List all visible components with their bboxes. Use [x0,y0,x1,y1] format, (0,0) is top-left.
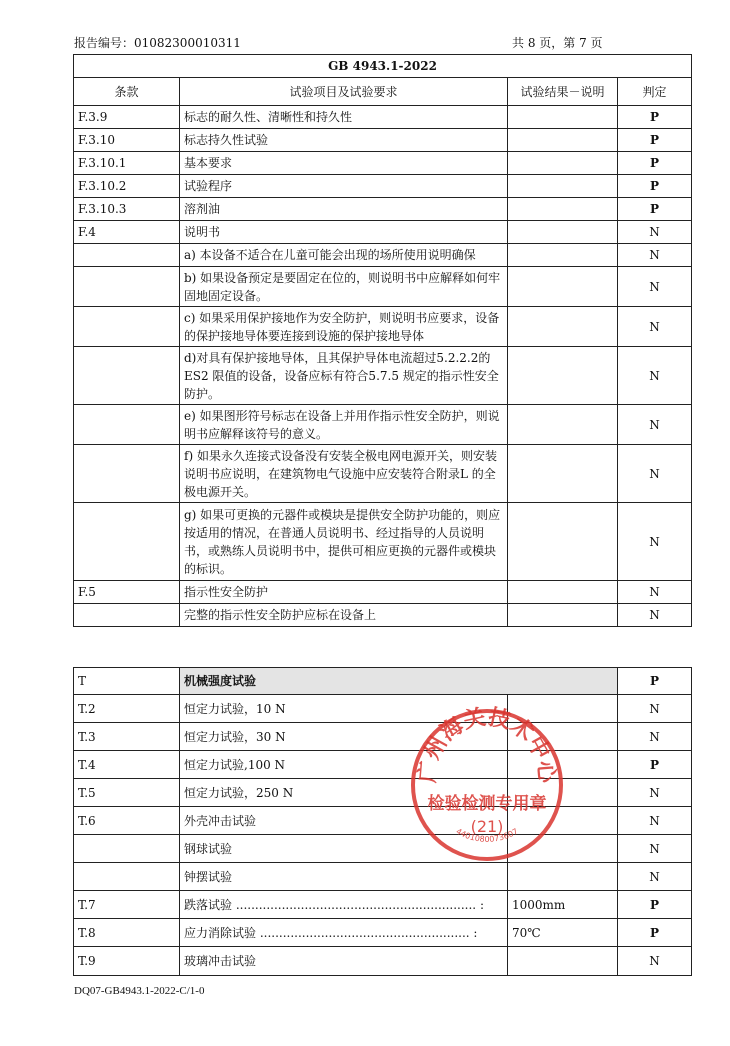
item-cell: 恒定力试验，30 N [180,723,508,751]
clause-cell [74,835,180,863]
table-row [74,751,692,779]
table-row [74,604,692,627]
result-cell [508,503,618,581]
table-row [74,106,692,129]
clause-cell [74,267,180,307]
verdict-cell: N [618,221,692,244]
item-cell: 试验程序 [180,175,508,198]
item-cell: 恒定力试验，10 N [180,695,508,723]
item-cell: 钢球试验 [180,835,508,863]
item-cell: 标志持久性试验 [180,129,508,152]
table-row [74,503,692,581]
table-row [74,863,692,891]
verdict-cell: N [618,307,692,347]
item-cell: 溶剂油 [180,198,508,221]
result-cell [508,445,618,503]
item-cell: d)对具有保护接地导体，且其保护导体电流超过5.2.2.2的ES2 限值的设备，设备应标有符合5.7.5 规定的指示性安全防护。 [180,347,508,405]
clause-cell: T.3 [74,723,180,751]
clause-cell: T.9 [74,947,180,976]
table-row [74,221,692,244]
clause-cell: F.3.10 [74,129,180,152]
item-cell: 恒定力试验,100 N [180,751,508,779]
item-cell: 基本要求 [180,152,508,175]
clause-cell [74,405,180,445]
table-row [74,779,692,807]
clause-cell [74,863,180,891]
clause-cell: T.4 [74,751,180,779]
verdict-cell: P [618,152,692,175]
result-cell [508,106,618,129]
result-cell [508,347,618,405]
verdict-cell: P [618,891,692,919]
clause-cell [74,604,180,627]
clause-cell [74,445,180,503]
clause-cell: F.3.10.2 [74,175,180,198]
table-row [74,175,692,198]
clause-cell [74,347,180,405]
verdict-cell: P [618,919,692,947]
verdict-cell: P [618,668,692,695]
table-row [74,267,692,307]
result-cell [508,198,618,221]
table-row [74,405,692,445]
item-cell: 外壳冲击试验 [180,807,508,835]
result-cell [508,152,618,175]
item-cell: 恒定力试验，250 N [180,779,508,807]
svg-text:4401080073607: 4401080073607 [454,826,520,844]
col-clause: 条款 [74,78,180,106]
table-row [74,835,692,863]
result-cell [508,129,618,152]
verdict-cell: N [618,807,692,835]
clause-cell [74,503,180,581]
item-cell: 跌落试验 ............................................................... : [180,891,508,919]
item-cell: c) 如果采用保护接地作为安全防护，则说明书应要求，设备的保护接地导体要连接到设施的保护接地导体 [180,307,508,347]
result-cell [508,405,618,445]
verdict-cell: N [618,581,692,604]
result-cell [508,221,618,244]
item-cell: 说明书 [180,221,508,244]
test-table-t [73,667,692,976]
item-cell: e) 如果图形符号标志在设备上并用作指示性安全防护，则说明书应解释该符号的意义。 [180,405,508,445]
clause-cell: F.3.10.1 [74,152,180,175]
document-code: DQ07-GB4943.1-2022-C/1-0 [74,985,205,997]
table-row [74,152,692,175]
clause-cell: F.4 [74,221,180,244]
clause-cell: F.3.9 [74,106,180,129]
result-cell [508,175,618,198]
table-row [74,807,692,835]
verdict-cell: N [618,863,692,891]
result-cell [508,947,618,976]
verdict-cell: N [618,445,692,503]
clause-cell: T.2 [74,695,180,723]
table-row [74,244,692,267]
result-cell [508,863,618,891]
clause-cell: T [74,668,180,695]
verdict-cell: P [618,175,692,198]
clause-cell [74,244,180,267]
svg-text:广州海关技术中心: 广州海关技术中心 [415,705,559,784]
verdict-cell: N [618,779,692,807]
clause-cell: T.8 [74,919,180,947]
verdict-cell: N [618,244,692,267]
official-seal-stamp [407,705,567,865]
table-row [74,129,692,152]
item-cell: 钟摆试验 [180,863,508,891]
table-row [74,445,692,503]
result-cell [508,604,618,627]
item-cell: 完整的指示性安全防护应标在设备上 [180,604,508,627]
table-row [74,307,692,347]
table-row [74,581,692,604]
verdict-cell: N [618,267,692,307]
verdict-cell: N [618,503,692,581]
item-cell: 玻璃冲击试验 [180,947,508,976]
col-item: 试验项目及试验要求 [180,78,508,106]
clause-cell: T.6 [74,807,180,835]
clause-cell [74,307,180,347]
table-row [74,891,692,919]
clause-cell: F.3.10.3 [74,198,180,221]
verdict-cell: N [618,347,692,405]
svg-text:检验检测专用章: 检验检测专用章 [427,794,547,814]
clause-cell: T.7 [74,891,180,919]
svg-text:(21): (21) [470,817,504,836]
verdict-cell: P [618,106,692,129]
verdict-cell: P [618,751,692,779]
clause-cell: F.5 [74,581,180,604]
item-cell: 标志的耐久性、清晰性和持久性 [180,106,508,129]
item-cell: 指示性安全防护 [180,581,508,604]
report-number: 报告编号：01082300010311 [74,36,241,50]
verdict-cell: N [618,695,692,723]
col-result: 试验结果－说明 [508,78,618,106]
clause-cell: T.5 [74,779,180,807]
verdict-cell: P [618,129,692,152]
item-cell: g) 如果可更换的元器件或模块是提供安全防护功能的，则应按适用的情况，在普通人员说明书、经过指导的人员说明书，或熟练人员说明书中，提供可相应更换的元器件或模块的标识。 [180,503,508,581]
item-cell: 应力消除试验 ....................................................... : [180,919,508,947]
section-heading: 机械强度试验 [180,668,618,695]
item-cell: f) 如果永久连接式设备没有安装全极电网电源开关，则安装说明书应说明，在建筑物电气设施中应安装符合附录L 的全极电源开关。 [180,445,508,503]
table-row [74,723,692,751]
col-verdict: 判定 [618,78,692,106]
standard-title: GB 4943.1-2022 [74,55,692,78]
result-cell [508,267,618,307]
result-cell: 70℃ [508,919,618,947]
result-cell [508,244,618,267]
test-table-f [73,54,692,627]
page-count: 共 8 页，第 7 页 [512,36,603,50]
verdict-cell: N [618,947,692,976]
item-cell: a) 本设备不适合在儿童可能会出现的场所使用说明确保 [180,244,508,267]
table-row [74,198,692,221]
table-row [74,947,692,976]
table-row [74,919,692,947]
verdict-cell: N [618,405,692,445]
item-cell: b) 如果设备预定是要固定在位的，则说明书中应解释如何牢固地固定设备。 [180,267,508,307]
result-cell: 1000mm [508,891,618,919]
verdict-cell: N [618,723,692,751]
result-cell [508,581,618,604]
table-row [74,695,692,723]
verdict-cell: N [618,604,692,627]
result-cell [508,307,618,347]
table-row [74,347,692,405]
verdict-cell: N [618,835,692,863]
verdict-cell: P [618,198,692,221]
